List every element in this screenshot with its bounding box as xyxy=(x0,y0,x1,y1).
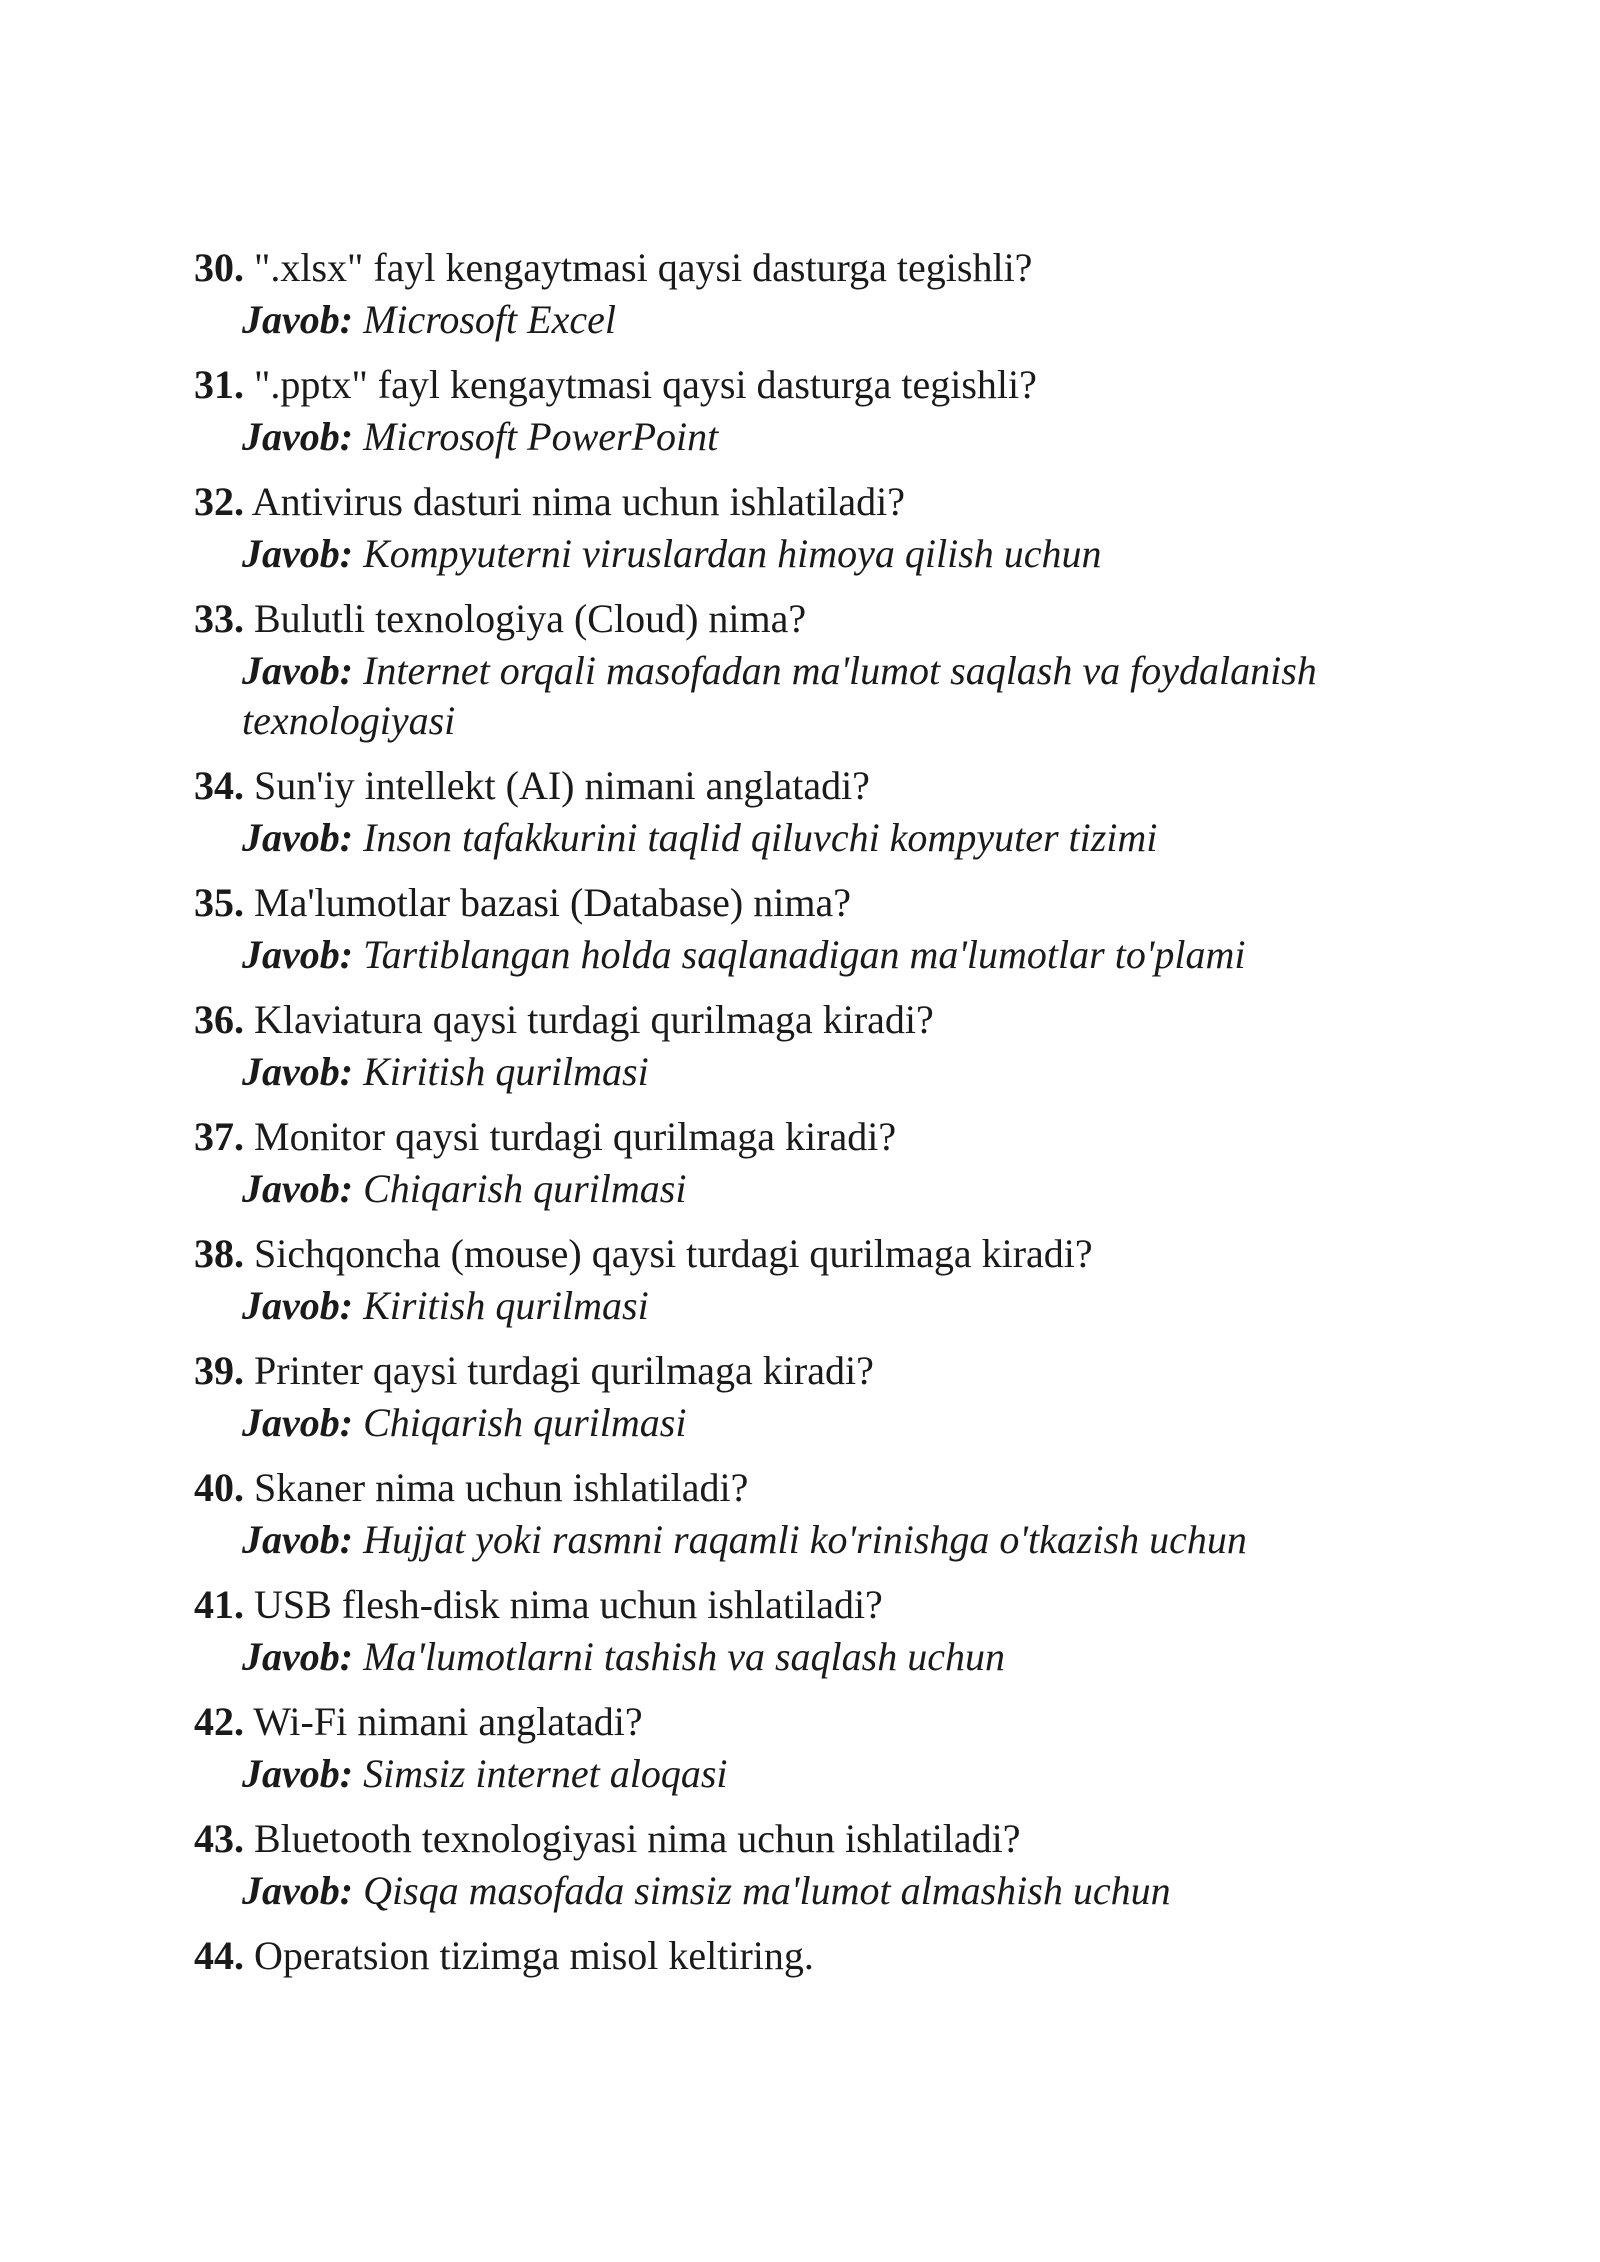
question-text: Antivirus dasturi nima uchun ishlatiladi? xyxy=(251,479,906,524)
answer-label: Javob: xyxy=(242,1049,354,1094)
qa-item xyxy=(194,474,1454,579)
answer-label: Javob: xyxy=(242,1868,354,1913)
qa-item xyxy=(194,1460,1454,1565)
question-number: 34. xyxy=(194,763,244,808)
answer-line xyxy=(242,295,1454,345)
answer-line xyxy=(242,1632,1454,1682)
question-text: Bulutli texnologiya (Cloud) nima? xyxy=(254,596,807,641)
qa-item xyxy=(194,591,1454,746)
question-number: 42. xyxy=(194,1699,244,1744)
answer-line xyxy=(242,813,1454,863)
answer-text: Qisqa masofada simsiz ma'lumot almashish uchun xyxy=(363,1868,1171,1913)
answer-line xyxy=(242,1749,1454,1799)
question-number: 39. xyxy=(194,1348,244,1393)
qa-item xyxy=(194,240,1454,345)
answer-text: Microsoft Excel xyxy=(363,297,616,342)
question-text: ".pptx" fayl kengaytmasi qaysi dasturga tegishli? xyxy=(254,362,1037,407)
answer-label: Javob: xyxy=(242,531,354,576)
question-text: Bluetooth texnologiyasi nima uchun ishlatiladi? xyxy=(254,1816,1021,1861)
question-text: Sichqoncha (mouse) qaysi turdagi qurilmaga kiradi? xyxy=(254,1231,1093,1276)
question-line xyxy=(194,992,1454,1047)
question-line xyxy=(194,1343,1454,1398)
answer-text: Inson tafakkurini taqlid qiluvchi kompyuter tizimi xyxy=(363,815,1158,860)
question-number: 37. xyxy=(194,1114,244,1159)
answer-line xyxy=(242,1398,1454,1448)
question-line xyxy=(194,240,1454,295)
answer-text: Simsiz internet aloqasi xyxy=(363,1751,728,1796)
question-number: 40. xyxy=(194,1465,244,1510)
qa-item xyxy=(194,1577,1454,1682)
answer-line xyxy=(242,1281,1454,1331)
qa-item xyxy=(194,1109,1454,1214)
answer-label: Javob: xyxy=(242,1517,354,1562)
question-text: Skaner nima uchun ishlatiladi? xyxy=(254,1465,749,1510)
answer-text: Microsoft PowerPoint xyxy=(363,414,719,459)
question-line xyxy=(194,591,1454,646)
qa-item xyxy=(194,357,1454,462)
question-number: 36. xyxy=(194,997,244,1042)
answer-label: Javob: xyxy=(242,1751,354,1796)
question-text: Monitor qaysi turdagi qurilmaga kiradi? xyxy=(254,1114,897,1159)
question-number: 30. xyxy=(194,245,244,290)
qa-item xyxy=(194,992,1454,1097)
question-number: 41. xyxy=(194,1582,244,1627)
question-line xyxy=(194,875,1454,930)
question-line xyxy=(194,1577,1454,1632)
question-line xyxy=(194,1460,1454,1515)
answer-line xyxy=(242,1515,1454,1565)
answer-label: Javob: xyxy=(242,414,354,459)
question-line xyxy=(194,1811,1454,1866)
answer-text: Ma'lumotlarni tashish va saqlash uchun xyxy=(363,1634,1005,1679)
answer-label: Javob: xyxy=(242,1283,354,1328)
question-text: ".xlsx" fayl kengaytmasi qaysi dasturga tegishli? xyxy=(254,245,1033,290)
answer-line xyxy=(242,412,1454,462)
question-number: 35. xyxy=(194,880,244,925)
qa-item xyxy=(194,875,1454,980)
question-text: Wi-Fi nimani anglatadi? xyxy=(253,1699,643,1744)
question-line xyxy=(194,1226,1454,1281)
question-number: 32. xyxy=(194,479,244,524)
answer-text: Chiqarish qurilmasi xyxy=(363,1166,687,1211)
answer-line xyxy=(242,646,1454,746)
answer-text: Chiqarish qurilmasi xyxy=(363,1400,687,1445)
answer-text: Tartiblangan holda saqlanadigan ma'lumotlar to'plami xyxy=(363,932,1246,977)
question-line xyxy=(194,1694,1454,1749)
answer-text: Hujjat yoki rasmni raqamli ko'rinishga o'tkazish uchun xyxy=(363,1517,1247,1562)
qa-item xyxy=(194,758,1454,863)
answer-label: Javob: xyxy=(242,1400,354,1445)
qa-item xyxy=(194,1811,1454,1916)
answer-line xyxy=(242,1164,1454,1214)
answer-label: Javob: xyxy=(242,932,354,977)
question-number: 44. xyxy=(194,1933,244,1978)
answer-text: Kompyuterni viruslardan himoya qilish uchun xyxy=(363,531,1102,576)
qa-item xyxy=(194,1928,1454,1983)
qa-item xyxy=(194,1343,1454,1448)
qa-item xyxy=(194,1226,1454,1331)
question-number: 38. xyxy=(194,1231,244,1276)
question-text: Ma'lumotlar bazasi (Database) nima? xyxy=(254,880,851,925)
question-line xyxy=(194,474,1454,529)
question-text: Sun'iy intellekt (AI) nimani anglatadi? xyxy=(254,763,870,808)
question-line xyxy=(194,1928,1454,1983)
answer-text: Internet orqali masofadan ma'lumot saqlash va foydalanish texnologiyasi xyxy=(242,648,1317,743)
answer-line xyxy=(242,1866,1454,1916)
question-line xyxy=(194,1109,1454,1164)
answer-text: Kiritish qurilmasi xyxy=(363,1049,649,1094)
answer-line xyxy=(242,1047,1454,1097)
question-text: USB flesh-disk nima uchun ishlatiladi? xyxy=(254,1582,883,1627)
answer-text: Kiritish qurilmasi xyxy=(363,1283,649,1328)
answer-label: Javob: xyxy=(242,815,354,860)
answer-label: Javob: xyxy=(242,648,354,693)
question-text: Klaviatura qaysi turdagi qurilmaga kiradi? xyxy=(254,997,934,1042)
answer-label: Javob: xyxy=(242,1166,354,1211)
question-text: Operatsion tizimga misol keltiring. xyxy=(254,1933,814,1978)
question-text: Printer qaysi turdagi qurilmaga kiradi? xyxy=(254,1348,874,1393)
answer-line xyxy=(242,529,1454,579)
question-number: 33. xyxy=(194,596,244,641)
question-line xyxy=(194,357,1454,412)
answer-label: Javob: xyxy=(242,297,354,342)
qa-item xyxy=(194,1694,1454,1799)
question-number: 43. xyxy=(194,1816,244,1861)
answer-label: Javob: xyxy=(242,1634,354,1679)
answer-line xyxy=(242,930,1454,980)
question-answer-list xyxy=(194,240,1454,1995)
question-line xyxy=(194,758,1454,813)
question-number: 31. xyxy=(194,362,244,407)
